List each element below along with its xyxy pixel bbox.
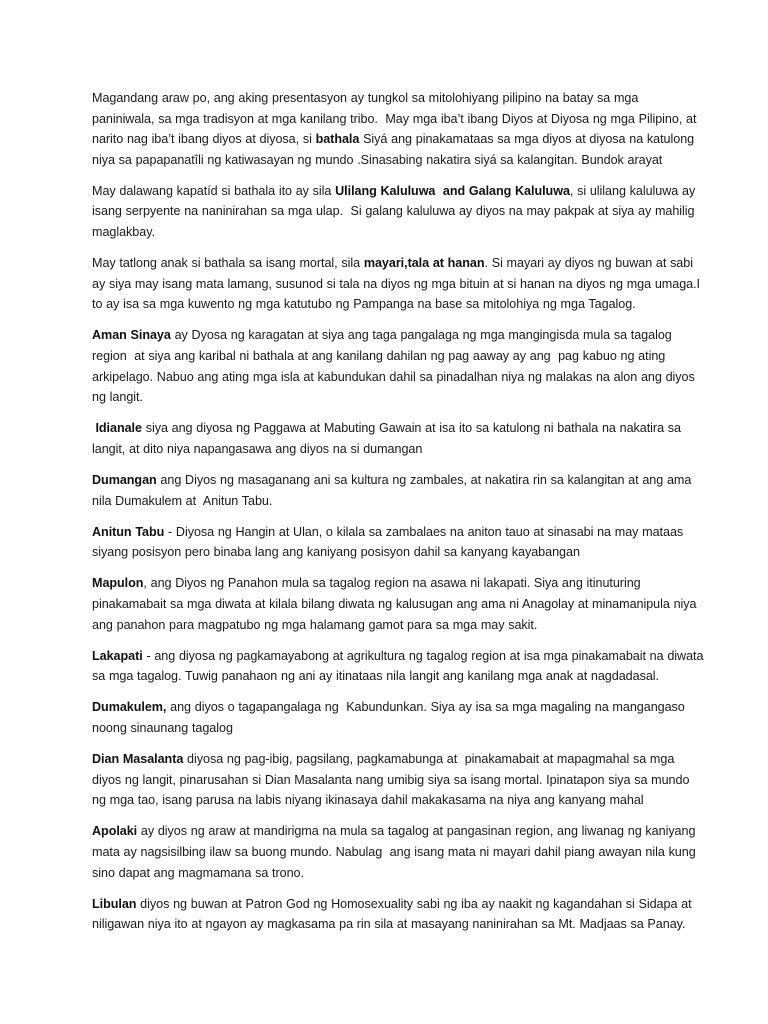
paragraph-text: ay Dyosa ng karagatan at siya ang taga pangalaga ng mga mangingisda mula sa tagalog region at siya ang karibal ni bathala at ang kanilang dahilan ng pag aaway ay ang pag kabuo ng ating arkipelago. Nabuo ang ating mga isla at kabundukan dahil sa pinadalhan niya ng malakas na alon ang diyos ng langit. — [92, 328, 699, 405]
deity-name: Apolaki — [92, 824, 138, 839]
paragraph-text: Siyá ang pinakamataas sa mga diyos at diyosa na katulong niya sa papapanatîli ng katiwasayan ng mundo .Sinasabing nakatira siyá sa kalangitan. Bundok arayat — [92, 132, 698, 167]
deity-name: Dumangan — [92, 473, 157, 487]
paragraph-text: . Si mayari ay diyos ng buwan at sabi ay siya may isang mata lamang, susunod si tala na diyos ng mga bituin at si hanan na diyos ng mga umaga.I to ay isa sa mga kuwento ng mga katutubo ng Pampanga na base sa mitolohiya ng mga Tagalog. — [92, 256, 704, 312]
paragraph-text: , ang Diyos ng Panahon mula sa tagalog region na asawa ni lakapati. Siya ang itinuturing pinakamabait sa mga diwata at kilala bilang diwata ng kalusugan ang ama ni Anagolay at minamanipula niya ang panahon para magpatubo ng mga halamang gamot para sa mga may sakit. — [92, 576, 701, 632]
paragraph — [92, 418, 704, 459]
paragraph — [92, 573, 704, 635]
paragraph — [92, 646, 708, 687]
paragraph-text: , si ulilang kaluluwa ay isang serpyente na naninirahan sa mga ulap. Si galang kaluluwa ay diyos na may pakpak at siya ay mahilig maglakbay. — [92, 183, 703, 240]
deity-name: Libulan — [92, 896, 137, 911]
paragraph — [92, 749, 704, 811]
deity-name: Lakapati — [92, 648, 143, 663]
paragraph-text: diyos ng buwan at Patron God ng Homosexuality sabi ng iba ay naakit ng kagandahan si Sidapa at niligawan niya ito at ngayon ay magkasama pa rin sila at masayang naninirahan sa Mt. Madjaas sa Panay. — [92, 896, 696, 932]
paragraph-text: - ang diyosa ng pagkamayabong at agrikultura ng tagalog region at isa mga pinakamabait na diwata sa mga tagalog. Tuwig panahaon ng ani ay itinataas nila langit ang kanilang mga anak at nagdadasal. — [92, 648, 708, 684]
paragraph — [92, 470, 704, 511]
paragraph — [92, 522, 704, 563]
paragraph — [92, 325, 704, 407]
paragraph-text: ang Diyos ng masaganang ani sa kultura ng zambales, at nakatira rin sa kalangitan at ang ama nila Dumakulem at Anitun Tabu. — [92, 473, 696, 508]
deity-name: bathala — [315, 132, 360, 147]
deity-name: Dumakulem, — [92, 700, 167, 715]
deity-name: Anitun Tabu — [92, 524, 165, 539]
paragraph — [92, 697, 704, 738]
paragraph-text: - Diyosa ng Hangin at Ulan, o kilala sa zambalaes na aniton tauo at sinasabi na may mataas siyang posisyon pero binaba lang ang kaniyang posisyon dahil sa kanyang kayabangan — [92, 524, 687, 560]
paragraph — [92, 88, 704, 170]
paragraph — [92, 894, 704, 935]
deity-name: mayari,tala at hanan — [363, 256, 485, 271]
paragraph-text: May dalawang kapatíd si bathala ito ay sila — [92, 183, 336, 198]
paragraph — [92, 821, 704, 883]
document-body — [92, 88, 708, 935]
paragraph — [92, 253, 704, 315]
deity-name: Idianale — [95, 421, 142, 436]
paragraph-text: ay diyos ng araw at mandirigma na mula sa tagalog at pangasinan region, ang liwanag ng kaniyang mata ay nagsisilbing ilaw sa buong mundo. Nabulag ang isang mata ni mayari dahil piang awayan nila kung sino dapat ang magmamana sa trono. — [92, 824, 700, 880]
paragraph-text: ang diyos o tagapangalaga ng Kabundunkan. Siya ay isa sa mga magaling na mangangaso noong sinaunang tagalog — [92, 700, 689, 735]
paragraph — [92, 181, 704, 243]
paragraph-text: diyosa ng pag-ibig, pagsilang, pagkamabunga at pinakamabait at mapagmahal sa mga diyos ng langit, pinarusahan si Dian Masalanta nang umibig siya sa isang mortal. Ipinatapon siya sa mundo ng mga tao, isang parusa na labis niyang ikinasaya dahil makakasama na niya ang kanyang mahal — [92, 752, 694, 808]
deity-name: Aman Sinaya — [92, 328, 171, 343]
deity-name: Mapulon — [92, 576, 144, 591]
paragraph-text: siya ang diyosa ng Paggawa at Mabuting Gawain at isa ito sa katulong ni bathala na nakatira sa langit, at dito niya napangasawa ang diyos na si dumangan — [92, 421, 685, 456]
deity-name: Ulilang Kaluluwa and Galang Kaluluwa — [335, 183, 570, 198]
paragraph-text: Magandang araw po, ang aking presentasyon ay tungkol sa mitolohiyang pilipino na batay sa mga paniniwala, sa mga tradisyon at mga kanilang tribo. May mga iba’t ibang Diyos at Diyosa ng mga Pilipino, at narito nag iba’t ibang diyos at diyosa, si — [92, 91, 701, 147]
paragraph-text: May tatlong anak si bathala sa isang mortal, sila — [92, 256, 364, 271]
deity-name: Dian Masalanta — [92, 752, 184, 767]
